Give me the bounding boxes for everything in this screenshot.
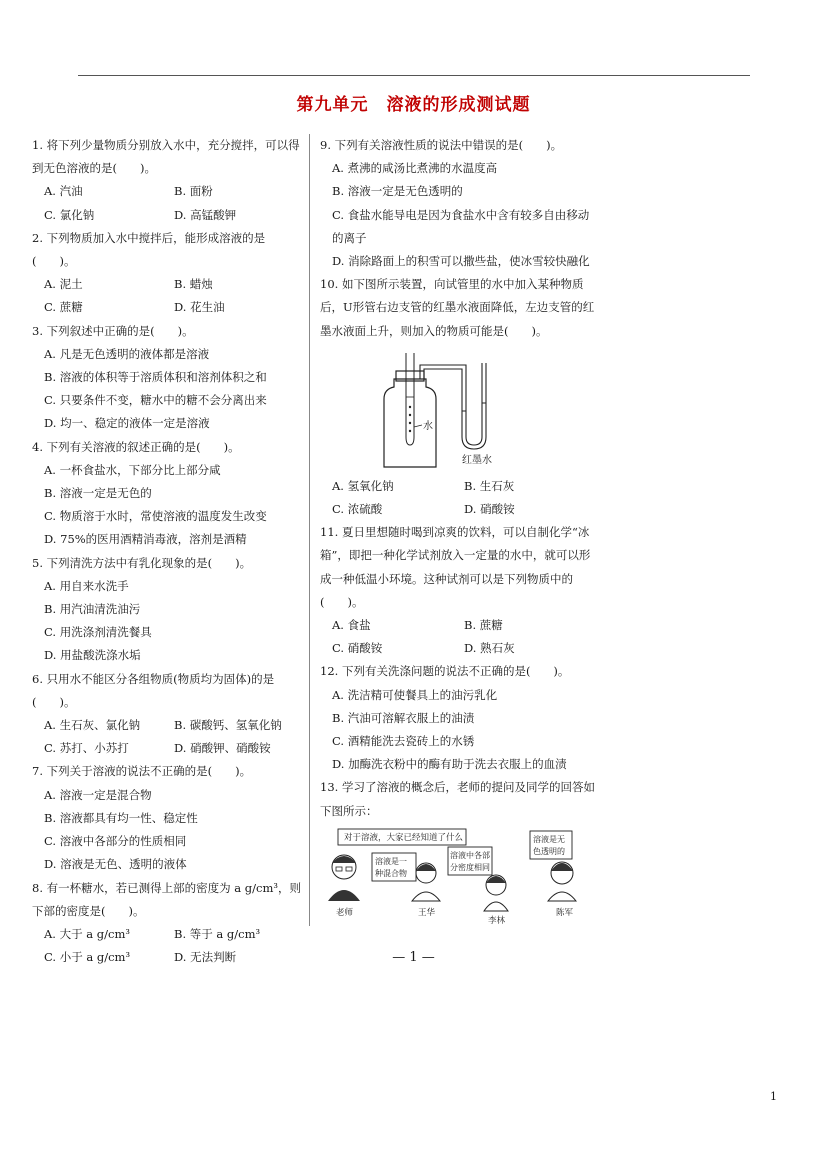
question-stem: 2. 下列物质加入水中搅拌后，能形成溶液的是( )。 [32, 230, 266, 269]
column-divider [309, 134, 310, 926]
option-c: C. 硝酸铵 [332, 641, 383, 656]
option-c: C. 用洗涤剂清洗餐具 [44, 625, 152, 640]
option-d: D. 均一、稳定的液体一定是溶液 [44, 416, 210, 431]
option-b: B. 等于 a g/cm³ [174, 926, 261, 941]
chenjun-name: 陈军 [556, 907, 574, 918]
option-c: C. 苏打、小苏打 [44, 741, 129, 756]
option-b: B. 蜡烛 [174, 277, 213, 292]
page-title: 第九单元 溶液的形成测试题 [296, 95, 531, 115]
option-a: A. 汽油 [44, 184, 83, 199]
option-d: D. 花生油 [174, 300, 225, 315]
option-c: C. 酒精能洗去瓷砖上的水锈 [332, 734, 475, 749]
option-a: A. 一杯食盐水，下部分比上部分咸 [44, 462, 221, 477]
option-a: A. 洗洁精可使餐具上的油污乳化 [332, 687, 498, 702]
option-b: B. 溶液一定是无色透明的 [332, 184, 463, 199]
question-5 [32, 552, 304, 668]
option-b: B. 溶液的体积等于溶质体积和溶剂体积之和 [44, 370, 267, 385]
question-6 [32, 668, 304, 761]
right-column [320, 134, 596, 927]
option-d: D. 硝酸铵 [464, 502, 515, 517]
question-stem: 13. 学习了溶液的概念后，老师的提问及同学的回答如下图所示： [320, 780, 595, 818]
question-4 [32, 436, 304, 552]
wanghua-bubble-line2: 种混合物 [375, 868, 407, 878]
question-3 [32, 320, 304, 436]
option-c: C. 物质溶于水时，常使溶液的温度发生改变 [44, 509, 267, 524]
classroom-cartoon-figure [320, 827, 596, 927]
option-b: B. 用汽油清洗油污 [44, 602, 141, 617]
lilin-name: 李林 [488, 915, 506, 926]
option-d: D. 消除路面上的积雪可以撒些盐，使冰雪较快融化 [332, 254, 590, 269]
option-d: D. 加酶洗衣粉中的酶有助于洗去衣服上的血渍 [332, 757, 567, 772]
wanghua-bubble-line1: 溶液是一 [375, 856, 407, 866]
lilin-bubble-line1: 溶液中各部 [450, 850, 490, 860]
question-stem: 11. 夏日里想随时喝到凉爽的饮料，可以自制化学“冰箱”，即把一种化学试剂放入一定量的水中，就可以形成一种低温小环境。这种试剂可以是下列物质中的( )。 [320, 525, 591, 609]
teacher-name: 老师 [336, 907, 354, 918]
lilin-bubble-line2: 分密度相同 [450, 862, 490, 872]
question-12 [320, 660, 596, 776]
question-9 [320, 134, 596, 273]
option-a: A. 氢氧化钠 [332, 478, 394, 493]
question-stem: 5. 下列清洗方法中有乳化现象的是( )。 [32, 555, 252, 570]
corner-page-number: 1 [770, 1090, 777, 1103]
teacher-bubble: 对于溶液，大家已经知道了什么 [344, 832, 464, 843]
option-a: A. 溶液一定是混合物 [44, 787, 152, 802]
wanghua-name: 王华 [418, 907, 436, 918]
option-b: B. 面粉 [174, 184, 213, 199]
ink-label: 红墨水 [462, 454, 492, 466]
option-c: C. 浓硫酸 [332, 502, 383, 517]
option-d: D. 无法判断 [174, 950, 237, 965]
option-d: D. 硝酸钾、硝酸铵 [174, 741, 271, 756]
question-stem: 10. 如下图所示装置，向试管里的水中加入某种物质后，U形管右边支管的红墨水液面降低，左边支管的红墨水液面上升，则加入的物质可能是( )。 [320, 277, 595, 338]
question-stem: 8. 有一杯糖水，若已测得上部的密度为 a g/cm³，则下部的密度是( )。 [32, 880, 301, 918]
u-tube-apparatus-figure [370, 349, 520, 469]
option-d: D. 高锰酸钾 [174, 207, 237, 222]
option-a: A. 食盐 [332, 618, 371, 633]
left-column [32, 134, 304, 969]
question-11 [320, 521, 596, 660]
question-stem: 6. 只用水不能区分各组物质(物质均为固体)的是( )。 [32, 671, 275, 709]
option-c: C. 食盐水能导电是因为食盐水中含有较多自由移动的离子 [332, 207, 590, 245]
water-label: 水 [423, 420, 433, 432]
option-b: B. 碳酸钙、氢氧化钠 [174, 718, 282, 733]
option-a: A. 煮沸的咸汤比煮沸的水温度高 [332, 161, 498, 176]
option-b: B. 蔗糖 [464, 618, 503, 633]
option-a: A. 凡是无色透明的液体都是溶液 [44, 346, 210, 361]
option-c: C. 氯化钠 [44, 207, 95, 222]
question-13 [320, 776, 596, 926]
option-a: A. 生石灰、氯化钠 [44, 718, 141, 733]
option-d: D. 用盐酸洗涤水垢 [44, 648, 141, 663]
option-a: A. 大于 a g/cm³ [44, 926, 130, 941]
chenjun-bubble-line2: 色透明的 [533, 846, 565, 856]
question-2 [32, 227, 304, 320]
option-d: D. 溶液是无色、透明的液体 [44, 857, 187, 872]
option-c: C. 小于 a g/cm³ [44, 950, 131, 965]
option-d: D. 75%的医用酒精消毒液，溶剂是酒精 [44, 532, 247, 547]
option-c: C. 蔗糖 [44, 300, 83, 315]
option-b: B. 溶液一定是无色的 [44, 486, 152, 501]
option-d: D. 熟石灰 [464, 641, 515, 656]
option-b: B. 溶液都具有均一性、稳定性 [44, 810, 198, 825]
option-a: A. 用自来水洗手 [44, 578, 129, 593]
question-stem: 12. 下列有关洗涤问题的说法不正确的是( )。 [320, 664, 570, 679]
question-stem: 3. 下列叙述中正确的是( )。 [32, 323, 194, 338]
question-stem: 9. 下列有关溶液性质的说法中错误的是( )。 [320, 138, 563, 152]
option-c: C. 只要条件不变，糖水中的糖不会分离出来 [44, 393, 267, 408]
question-stem: 1. 将下列少量物质分别放入水中，充分搅拌，可以得到无色溶液的是( )。 [32, 138, 300, 176]
question-stem: 4. 下列有关溶液的叙述正确的是( )。 [32, 439, 240, 454]
option-a: A. 泥土 [44, 277, 83, 292]
option-b: B. 生石灰 [464, 478, 515, 493]
question-stem: 7. 下列关于溶液的说法不正确的是( )。 [32, 764, 252, 779]
question-7 [32, 760, 304, 876]
option-b: B. 汽油可溶解衣服上的油渍 [332, 710, 475, 725]
page-number: — 1 — [392, 950, 435, 965]
top-rule [78, 75, 750, 76]
chenjun-bubble-line1: 溶液是无 [533, 834, 565, 844]
question-1 [32, 134, 304, 227]
question-10 [320, 273, 596, 521]
option-c: C. 溶液中各部分的性质相同 [44, 834, 187, 849]
